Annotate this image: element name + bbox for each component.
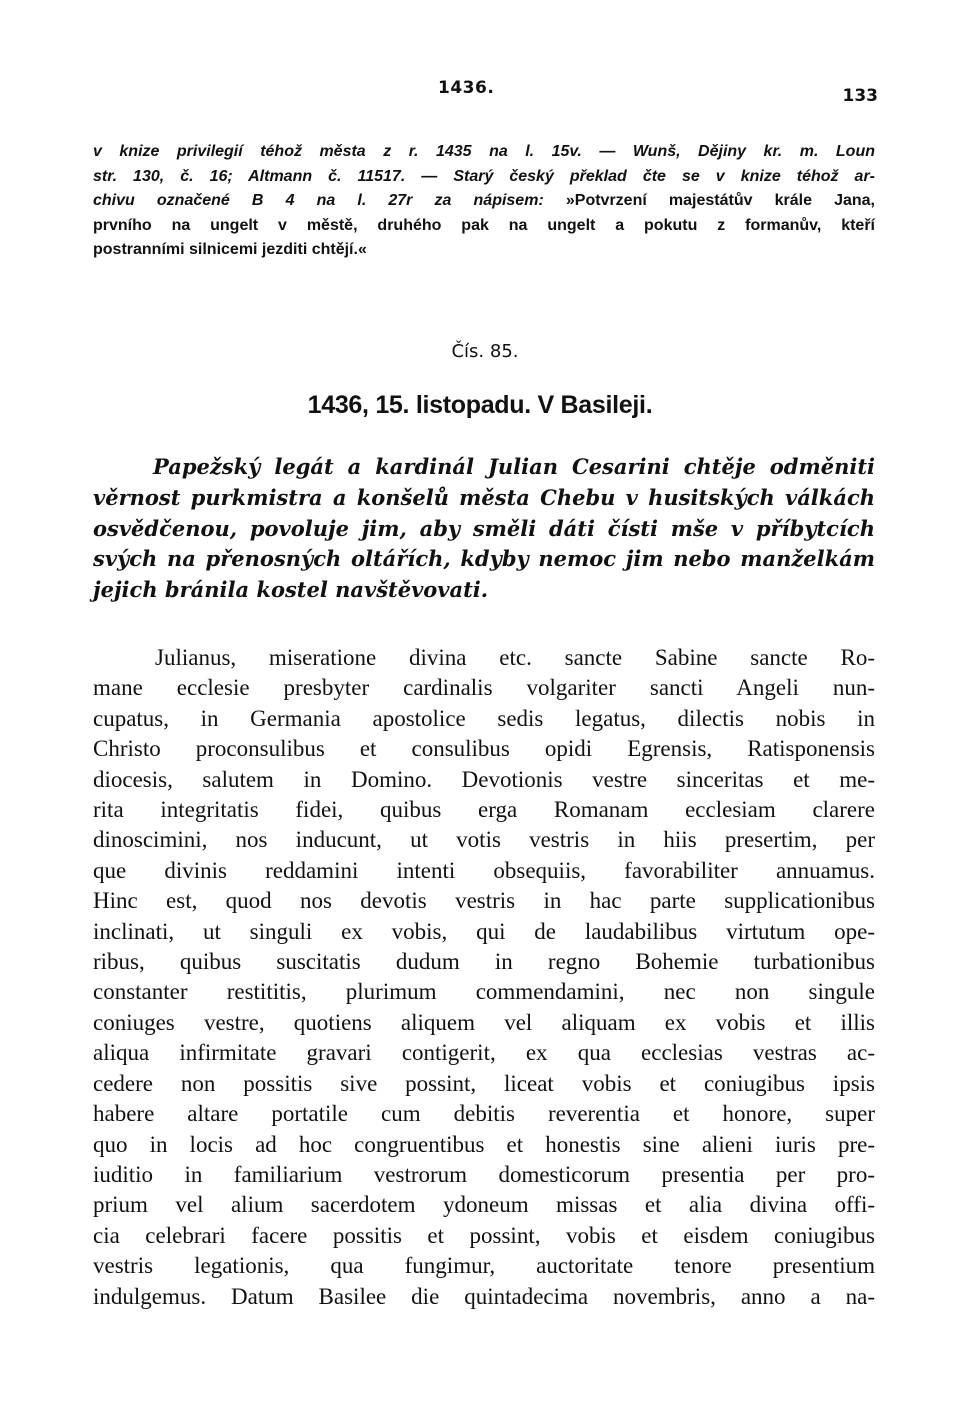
text-line: constanter restititis, plurimum commendamini, nec non singule [93, 979, 875, 1005]
text-line: prium vel alium sacerdotem ydoneum missas et alia divina offi- [93, 1192, 875, 1218]
latin-charter-text [93, 643, 875, 1312]
apparatus-line-italic-part: chivu označené B 4 na l. 27r za nápisem: [93, 192, 544, 209]
text-line: quo in locis ad hoc congruentibus et honestis sine alieni iuris pre- [93, 1131, 875, 1157]
text-line: cia celebrari facere possitis et possint, vobis et eisdem coniugibus [93, 1222, 875, 1248]
text-line: inclinati, ut singuli ex vobis, qui de laudabilibus virtutum ope- [93, 918, 875, 944]
text-line: aliqua infirmitate gravari contigerit, ex qua ecclesias vestras ac- [93, 1040, 875, 1066]
text-line: Hinc est, quod nos devotis vestris in hac parte supplicationibus [93, 888, 875, 914]
text-line: diocesis, salutem in Domino. Devotionis vestre sinceritas et me- [93, 766, 875, 792]
text-line: rita integritatis fidei, quibus erga Romanam ecclesiam clarere [93, 797, 875, 823]
apparatus-line: str. 130, č. 16; Altmann č. 11517. — Starý český překlad čte se v knize téhož ar- [93, 167, 875, 185]
text-line: coniuges vestre, quotiens aliquem vel aliquam ex vobis et illis [93, 1009, 875, 1035]
apparatus-line-quote-part: »Potvrzení majestátův krále Jana, [565, 192, 875, 209]
document-number: Čís. 85. [451, 341, 519, 362]
apparatus-line [93, 189, 875, 214]
text-line: indulgemus. Datum Basilee die quintadecima novembris, anno a na- [93, 1283, 875, 1309]
regest-line: svých na přenosných oltářích, kdyby nemoc jim nebo manželkám [93, 546, 875, 572]
text-line: habere altare portatile cum debitis reverentia et honore, super [93, 1101, 875, 1127]
text-line: cedere non possitis sive possint, liceat vobis et coniugibus ipsis [93, 1070, 875, 1096]
apparatus-line: postranními silnicemi jezditi chtějí.« [93, 241, 367, 258]
text-line: iuditio in familiarium vestrorum domesticorum presentia per pro- [93, 1161, 875, 1187]
text-line: cupatus, in Germania apostolice sedis legatus, dilectis nobis in [93, 705, 875, 731]
regest-summary [93, 452, 875, 606]
regest-line: osvědčenou, povoluje jim, aby směli dáti čísti mše v příbytcích [93, 515, 875, 541]
running-header-year: 1436. [438, 78, 495, 98]
regest-line: věrnost purkmistra a konšelů města Chebu v husitských válkách [93, 484, 875, 510]
text-line: Julianus, miseratione divina etc. sancte Sabine sancte Ro- [155, 645, 875, 670]
apparatus-line: prvního na ungelt v městě, druhého pak na ungelt a pokutu z formanův, kteří [93, 216, 875, 234]
text-line: mane ecclesie presbyter cardinalis volgariter sancti Angeli nun- [93, 675, 875, 701]
apparatus-line: v knize privilegií téhož města z r. 1435 na l. 15v. — Wunš, Dějiny kr. m. Loun [93, 143, 875, 160]
text-line: dinoscimini, nos inducunt, ut votis vestris in hiis presertim, per [93, 827, 875, 853]
regest-line: Papežský legát a kardinál Julian Cesarini chtěje odměniti [153, 454, 875, 479]
page-number: 133 [842, 86, 878, 106]
text-line: Christo proconsulibus et consulibus opidi Egrensis, Ratisponensis [93, 736, 875, 762]
regest-line: jejich bránila kostel navštěvovati. [93, 577, 489, 603]
source-apparatus [93, 140, 875, 263]
text-line: que divinis reddamini intenti obsequiis, favorabiliter annuamus. [93, 857, 875, 883]
text-line: vestris legationis, qua fungimur, auctoritate tenore presentium [93, 1253, 875, 1279]
text-line: ribus, quibus suscitatis dudum in regno Bohemie turbationibus [93, 949, 875, 975]
document-date-place: 1436, 15. listopadu. V Basileji. [307, 391, 653, 419]
